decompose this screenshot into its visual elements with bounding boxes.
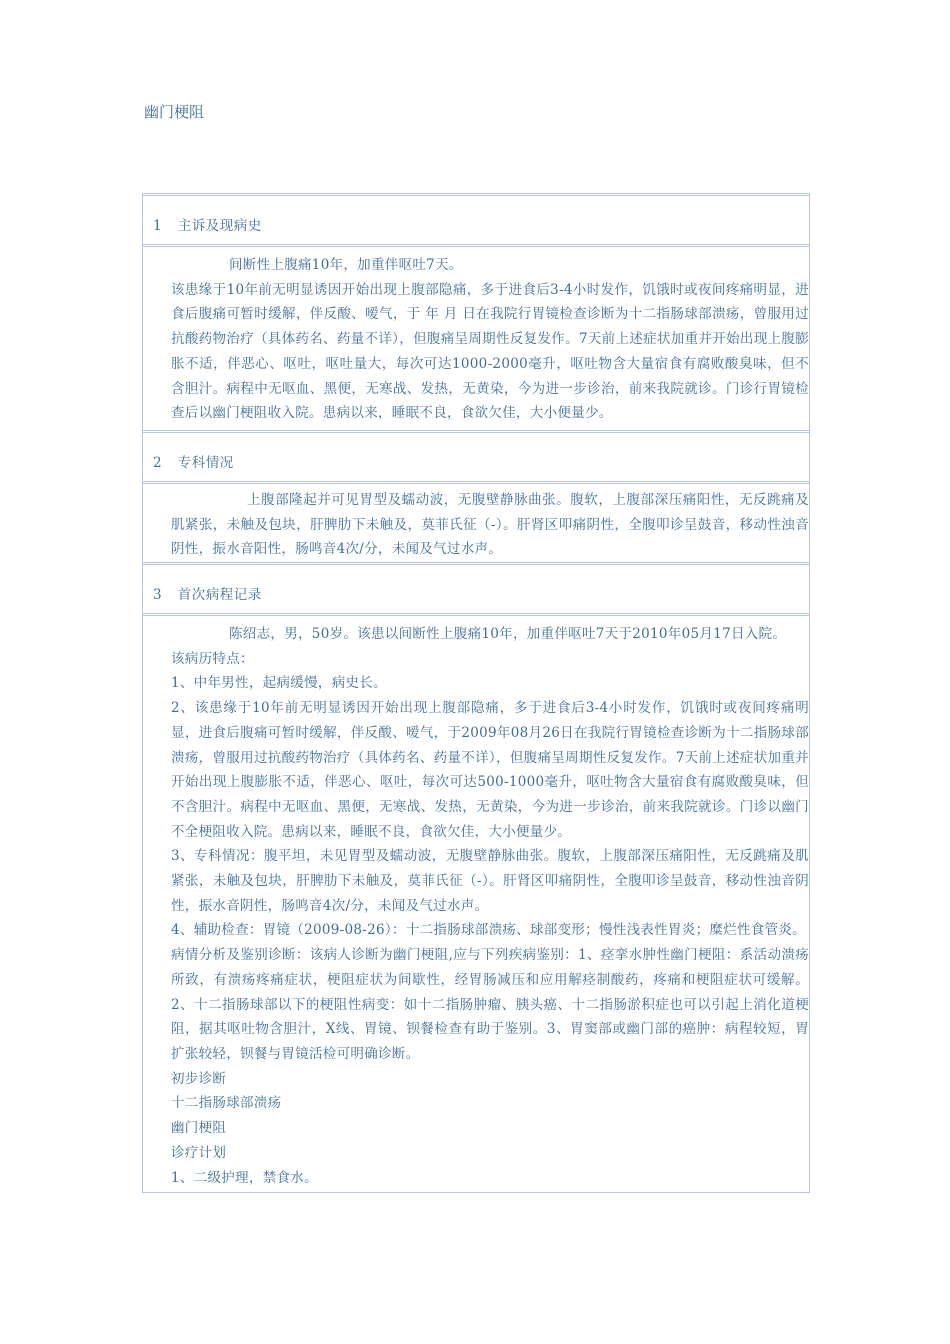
paragraph: 3、专科情况：腹平坦，未见胃型及蠕动波，无腹壁静脉曲张。腹软，上腹部深压痛阳性，无反跳痛及肌紧张，未触及包块，肝脾肋下未触及，莫菲氏征（-）。肝肾区叩痛阴性，全腹叩诊呈鼓音，移动性浊音阴性，振水音阴性，肠鸣音4次/分，未闻及气过水声。 <box>171 848 809 914</box>
medical-record-table <box>142 193 810 1193</box>
section-chief-complaint-body <box>143 244 809 430</box>
paragraph: 上腹部隆起并可见胃型及蠕动波，无腹壁静脉曲张。腹软，上腹部深压痛阳性，无反跳痛及肌紧张，未触及包块，肝脾肋下未触及，莫菲氏征（-）。肝肾区叩痛阴性，全腹叩诊呈鼓音，移动性浊音阴性，振水音阳性，肠鸣音4次/分，未闻及气过水声。 <box>171 491 809 558</box>
section-first-record <box>143 562 809 613</box>
paragraph: 2、该患缘于10年前无明显诱因开始出现上腹部隐痛，多于进食后3-4小时发作，饥饿时或夜间疼痛明显，进食后腹痛可暂时缓解，伴反酸、嗳气，于2009年08月26日在我院行胃镜检查诊断为十二指肠球部溃疡，曾服用过抗酸药物治疗（具体药名、药量不详），但腹痛呈周期性反复发作。7天前上述症状加重并开始出现上腹膨胀不适，伴恶心、呕吐，每次可达500-1000毫升，呕吐物含大量宿食有腐败酸臭味，但不含胆汁。病程中无呕血、黑便，无寒战、发热，无黄染，今为进一步诊治，前来我院就诊。门诊以幽门不全梗阻收入院。患病以来，睡眠不良，食欲欠佳，大小便量少。 <box>171 700 809 840</box>
section-title: 专科情况 <box>177 454 234 471</box>
paragraph: 十二指肠球部溃疡 <box>171 1095 282 1112</box>
paragraph: 4、辅助检查：胃镜（2009-08-26）：十二指肠球部溃疡、球部变形；慢性浅表性胃炎；糜烂性食管炎。 <box>171 922 806 939</box>
section-number: 2 <box>153 454 163 471</box>
section-specialty <box>143 430 809 481</box>
section-first-record-body <box>143 613 809 1193</box>
paragraph: 初步诊断 <box>171 1070 227 1087</box>
paragraph: 1、二级护理，禁食水。 <box>171 1169 318 1186</box>
section-header <box>143 196 809 244</box>
paragraph: 幽门梗阻 <box>171 1120 227 1137</box>
section-specialty-body <box>143 481 809 562</box>
paragraph: 该患缘于10年前无明显诱因开始出现上腹部隐痛，多于进食后3-4小时发作，饥饿时或夜间疼痛明显，进食后腹痛可暂时缓解，伴反酸、嗳气，于 年 月 日在我院行胃镜检查诊断为十二指肠球部溃疡，曾服用过抗酸药物治疗（具体药名、药量不详），但腹痛呈周期性反复发作。7天前上述症状加重并开始出现上腹膨胀不适，伴恶心、呕吐，呕吐量大，每次可达1000-2000毫升，呕吐物含大量宿食有腐败酸臭味，但不含胆汁。病程中无呕血、黑便，无寒战、发热，无黄染，今为进一步诊治，前来我院就诊。门诊行胃镜检查后以幽门梗阻收入院。患病以来，睡眠不良，食欲欠佳，大小便量少。 <box>171 281 809 422</box>
section-header <box>143 565 809 613</box>
paragraph: 1、中年男性，起病缓慢，病史长。 <box>171 675 387 692</box>
document-title: 幽门梗阻 <box>144 103 205 121</box>
section-chief-complaint <box>143 193 809 244</box>
section-number: 3 <box>153 587 163 604</box>
section-title: 主诉及现病史 <box>177 218 262 234</box>
paragraph: 间断性上腹痛10年，加重伴呕吐7天。 <box>229 257 463 273</box>
paragraph: 陈绍志，男，50岁。该患以间断性上腹痛10年，加重伴呕吐7天于2010年05月17日入院。 <box>229 626 787 643</box>
paragraph: 诊疗计划 <box>171 1144 227 1161</box>
section-number: 1 <box>153 218 163 234</box>
section-title: 首次病程记录 <box>177 587 262 604</box>
paragraph: 该病历特点： <box>171 650 254 667</box>
paragraph: 病情分析及鉴别诊断：该病人诊断为幽门梗阻,应与下列疾病鉴别：1、痉挛水肿性幽门梗阻：系活动溃疡所致，有溃疡疼痛症状，梗阻症状为间歇性，经胃肠减压和应用解痉制酸药，疼痛和梗阻症状可缓解。2、十二指肠球部以下的梗阻性病变：如十二指肠肿瘤、胰头癌、十二指肠淤积症也可以引起上消化道梗阻，据其呕吐物含胆汁，X线、胃镜、钡餐检查有助于鉴别。3、胃窦部或幽门部的癌肿：病程较短，胃扩张较轻，钡餐与胃镜活检可明确诊断。 <box>171 947 809 1062</box>
section-header <box>143 433 809 481</box>
